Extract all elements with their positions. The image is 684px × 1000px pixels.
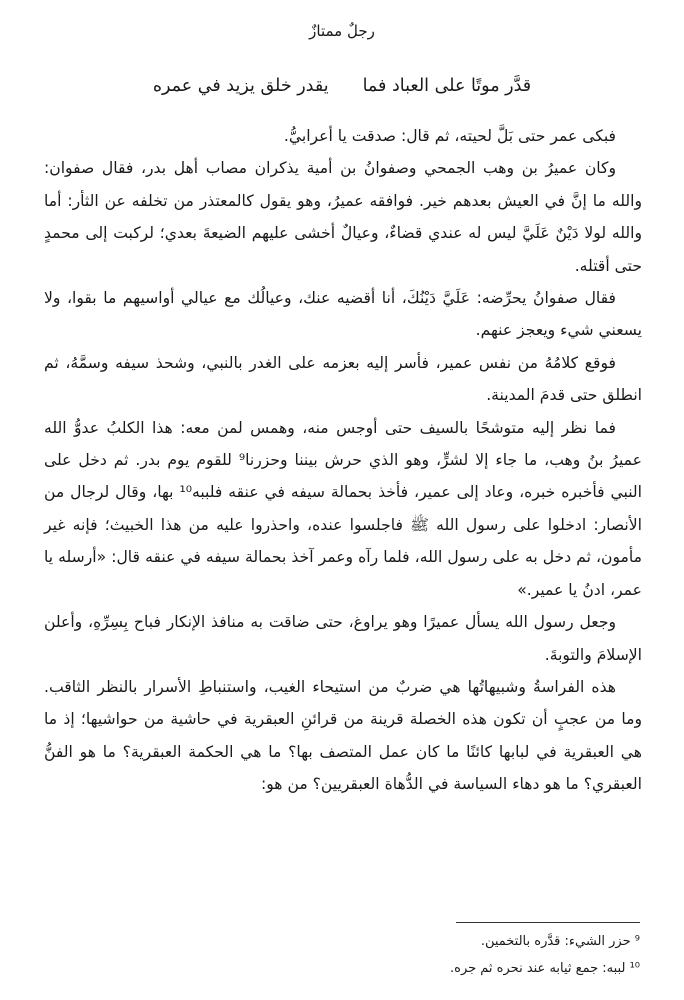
running-header: رجلٌ ممتازٌ xyxy=(309,22,375,40)
verse-second-hemistich: يقدر خلق يزيد في عمره xyxy=(152,76,329,96)
footnote-divider xyxy=(456,922,640,923)
verse-first-hemistich: قدَّر موتًا على العباد فما xyxy=(362,76,532,96)
paragraph-7: هذه الفراسةُ وشبيهاتُها هي ضربٌ من استيحاء الغيب، واستنباطِ الأسرار بالنظر الثاقب. وما من عجبٍ أن تكون هذه الخصلة قرينة من قرائنِ العبقرية في حاشية من حواشيها؛ إذ ما هي العبقرية في لبابها كائنًا ما كان عمل المتصف بها؟ ما هي الحكمة العبقرية؟ ما هو الفنُّ العبقري؟ ما هو دهاء السياسة في الدُّهاة العبقريين؟ من هو: xyxy=(44,677,642,794)
paragraph-6: وجعل رسول الله يسأل عميرًا وهو يراوغ، حتى ضاقت به منافذ الإنكار فباح بِسِرِّهِ، وأعلن الإسلامَ والتوبةَ. xyxy=(44,613,642,664)
paragraph-4: فوقع كلامُهُ من نفس عمير، فأسر إليه بعزمه على الغدر بالنبي، وشحذ سيفه وسمَّهُ، ثم انطلق حتى قدمَ المدينة. xyxy=(44,353,642,405)
footnote-9: ⁹ حزر الشيء: قدَّره بالتخمين. xyxy=(480,934,640,949)
paragraph-2: وكان عميرُ بن وهب الجمحي وصفوانُ بن أمية يذكران مصاب أهل بدر، فقال صفوان: والله ما إنَّ في العيش بعدهم خير. فوافقه عميرُ، وهو يقول كالمعتذر من تخلفه عن الثأر: أما والله لولا دَيْنٌ عَلَيَّ ليس له عندي قضاءٌ، وعيالٌ أخشى عليهم الضيعةَ بعدي؛ لركبت إلى محمدٍ حتى أقتله. xyxy=(44,159,642,275)
paragraph-3: فقال صفوانُ يحرِّضه: عَلَيَّ دَيْنُكَ، أنا أقضيه عنك، وعيالُك مع عيالي أواسيهم ما بقوا، ولا يسعني شيء ويعجز عنهم. xyxy=(44,289,642,340)
body-text xyxy=(44,120,642,801)
paragraph-1: فبكى عمر حتى بَلَّ لحيته، ثم قال: صدقت يا أعرابيُّ. xyxy=(283,127,616,145)
poetry-verse xyxy=(40,76,644,96)
footnote-10: ¹⁰ لببه: جمع ثيابه عند نحره ثم جره. xyxy=(450,961,640,976)
footnotes xyxy=(44,928,640,982)
paragraph-5: فما نظر إليه متوشحًا بالسيف حتى أوجس منه، وهمس لمن معه: هذا الكلبُ عدوُّ الله عميرُ بنُ وهب، ما جاء إلا لشرٍّ، وهو الذي حرش بيننا وحزرنا⁹ للقوم يوم بدر. ثم دخل على النبي فأخبره خبره، وعاد إلى عمير، فأخذ بحمالة سيفه في عنقه فلببه¹⁰ بها، وقال لرجال من الأنصار: ادخلوا على رسول الله ﷺ فاجلسوا عنده، واحذروا عليه من هذا الخبيث؛ فإنه غير مأمون، ثم دخل به على رسول الله، فلما رآه وعمر آخذ بحمالة سيفه في عنقه قال: «أرسله يا عمر، ادنُ يا عمير.» xyxy=(44,418,642,599)
